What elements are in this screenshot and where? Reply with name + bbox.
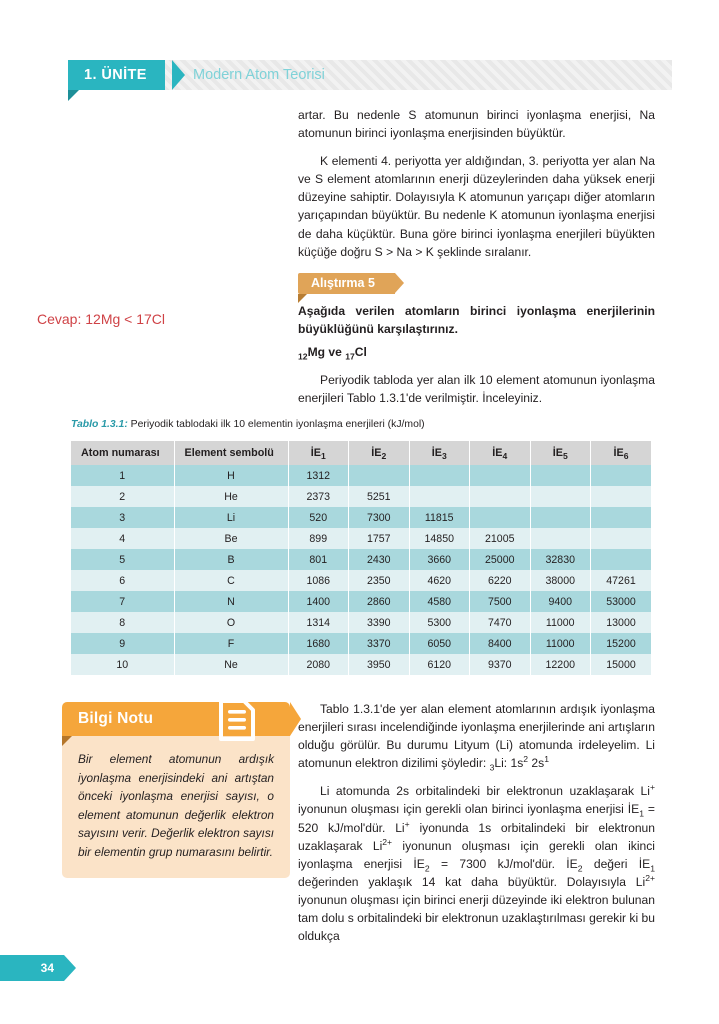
cell-atom-number: 1	[71, 465, 174, 486]
unit-badge-arrow-icon	[172, 60, 185, 90]
cell-ie3: 4620	[409, 570, 470, 591]
exercise-badge-fold-icon	[298, 294, 307, 303]
ionization-energy-table	[71, 441, 651, 675]
cell-ie3: 5300	[409, 612, 470, 633]
table-row	[71, 633, 651, 654]
cell-ie3: 4580	[409, 591, 470, 612]
cell-ie4: 9370	[470, 654, 531, 675]
cell-ie6	[591, 486, 652, 507]
info-note-fold-icon	[62, 736, 72, 746]
cell-ie1: 1312	[288, 465, 349, 486]
cell-ie3	[409, 465, 470, 486]
cell-ie6: 15000	[591, 654, 652, 675]
cell-ie6	[591, 549, 652, 570]
info-note-box	[62, 702, 290, 878]
exercise-atom1-number: 12	[298, 351, 308, 362]
cell-ie4	[470, 465, 531, 486]
cell-ie2: 3370	[349, 633, 410, 654]
unit-badge	[68, 60, 165, 90]
cell-ie6	[591, 507, 652, 528]
table-row	[71, 612, 651, 633]
cell-element-symbol: Ne	[174, 654, 288, 675]
exercise-atom2-symbol: Cl	[354, 345, 367, 359]
info-note-text: Bir element atomunun ardışık iyonlaşma enerjisindeki ani artıştan önceki iyonlaşma enerjisi sayısı, o element atomunun değerlik elektron sayısını verir. Değerlik elektron sayısı bir elementin grup numarasını belirtir.	[62, 736, 290, 878]
cell-atom-number: 4	[71, 528, 174, 549]
column-header-atom-number: Atom numarası	[71, 441, 174, 465]
cell-ie4: 6220	[470, 570, 531, 591]
cell-ie5: 9400	[530, 591, 591, 612]
cell-ie5: 12200	[530, 654, 591, 675]
cell-ie3: 6050	[409, 633, 470, 654]
cell-ie5	[530, 528, 591, 549]
column-header-element-symbol: Element sembolü	[174, 441, 288, 465]
cell-ie2	[349, 465, 410, 486]
table-row	[71, 528, 651, 549]
cell-ie6: 53000	[591, 591, 652, 612]
cell-ie1: 1400	[288, 591, 349, 612]
table-row	[71, 570, 651, 591]
cell-ie4: 21005	[470, 528, 531, 549]
cell-ie5	[530, 486, 591, 507]
page-number-arrow-icon	[64, 955, 76, 981]
cell-ie5	[530, 507, 591, 528]
cell-ie4: 25000	[470, 549, 531, 570]
cell-ie2: 3390	[349, 612, 410, 633]
discussion-paragraph-1: Tablo 1.3.1'de yer alan element atomlarının ardışık iyonlaşma enerjileri sırası incelendiğinde iyonlaşma enerjilerinde ani artışların olduğu görülür. Bu durumu Lityum (Li) atomunda irdeleyelim. Li atomunun elektron dizilimi şöyledir: $_3$Li: $1s^2$ $2s^1$	[298, 702, 655, 773]
cell-ie3: 3660	[409, 549, 470, 570]
cell-ie1: 2373	[288, 486, 349, 507]
page-number: 34	[40, 961, 54, 975]
cell-ie5: 32830	[530, 549, 591, 570]
cell-ie4: 7470	[470, 612, 531, 633]
exercise-atom2-number: 17	[345, 351, 355, 362]
exercise-question: Aşağıda verilen atomların birinci iyonlaşma enerjilerinin büyüklüğünü karşılaştırınız.	[298, 304, 655, 336]
document-icon	[216, 696, 258, 744]
table-row	[71, 507, 651, 528]
cell-atom-number: 8	[71, 612, 174, 633]
cell-element-symbol: B	[174, 549, 288, 570]
intro-text-block	[298, 106, 655, 271]
cell-ie1: 1086	[288, 570, 349, 591]
cell-ie5	[530, 465, 591, 486]
cell-ie1: 520	[288, 507, 349, 528]
table-header-row	[71, 441, 651, 465]
cell-element-symbol: F	[174, 633, 288, 654]
cell-ie5: 11000	[530, 612, 591, 633]
column-header-ie1: $İE_1$	[288, 441, 349, 465]
cell-ie2: 2350	[349, 570, 410, 591]
cell-ie2: 1757	[349, 528, 410, 549]
table-row	[71, 549, 651, 570]
cell-ie3: 6120	[409, 654, 470, 675]
cell-atom-number: 7	[71, 591, 174, 612]
cell-ie2: 2430	[349, 549, 410, 570]
table-body	[71, 465, 651, 675]
column-header-ie6: $İE_6$	[591, 441, 652, 465]
cell-ie1: 2080	[288, 654, 349, 675]
info-note-title: Bilgi Notu	[78, 710, 154, 727]
column-header-ie4: $İE_4$	[470, 441, 531, 465]
cell-ie1: 801	[288, 549, 349, 570]
cell-ie6: 47261	[591, 570, 652, 591]
cell-ie4: 8400	[470, 633, 531, 654]
cell-ie6: 13000	[591, 612, 652, 633]
page-number-bar	[0, 955, 64, 981]
answer-note: Cevap: 12Mg < 17Cl	[37, 311, 166, 327]
cell-atom-number: 3	[71, 507, 174, 528]
cell-element-symbol: H	[174, 465, 288, 486]
cell-atom-number: 5	[71, 549, 174, 570]
cell-ie1: 1314	[288, 612, 349, 633]
cell-ie3: 11815	[409, 507, 470, 528]
table-row	[71, 654, 651, 675]
cell-ie3: 14850	[409, 528, 470, 549]
intro-paragraph-1: artar. Bu nedenle S atomunun birinci iyonlaşma enerjisi, Na atomunun birinci iyonlaşma enerjisinden büyüktür.	[298, 108, 655, 141]
info-note-header	[62, 702, 290, 736]
column-header-ie5: $İE_5$	[530, 441, 591, 465]
column-header-ie3: $İE_3$	[409, 441, 470, 465]
cell-element-symbol: He	[174, 486, 288, 507]
cell-element-symbol: C	[174, 570, 288, 591]
table-caption-text: Periyodik tablodaki ilk 10 elementin iyonlaşma enerjileri (kJ/mol)	[127, 419, 425, 430]
cell-ie6	[591, 528, 652, 549]
discussion-paragraph-2: Li atomunda 2s orbitalindeki bir elektronun uzaklaşarak Li+ iyonunun oluşması için gerekli olan birinci iyonlaşma enerjisi $İE_1 = 520$ kJ/mol'dür. Li+ iyonunda 1s orbitalindeki bir elektronun uzaklaşarak $Li^{2+}$ iyonunun oluşması için gerekli olan ikinci iyonlaşma enerjisi $İE_2 = 7300$ kJ/mol'dür. $İE_2$ değeri $İE_1$ değerinden yaklaşık 14 kat daha büyüktür. Dolayısıyla $Li^{2+}$ iyonunun oluşması için birinci enerji düzeyinde iki elektron bulunan tam dolu s orbitalindeki bir elektronun uzaklaştırılması gerekir ki bu oldukça	[298, 782, 656, 944]
unit-badge-fold-icon	[68, 90, 79, 101]
unit-header-band	[68, 60, 672, 90]
cell-ie6	[591, 465, 652, 486]
exercise-block	[298, 273, 655, 417]
cell-ie2: 5251	[349, 486, 410, 507]
cell-ie4	[470, 486, 531, 507]
cell-element-symbol: Li	[174, 507, 288, 528]
exercise-atom1-symbol: Mg	[307, 345, 326, 359]
cell-atom-number: 6	[71, 570, 174, 591]
cell-ie5: 38000	[530, 570, 591, 591]
unit-title: Modern Atom Teorisi	[193, 67, 325, 83]
exercise-atoms-conjunction: ve	[325, 345, 346, 359]
intro-paragraph-2: K elementi 4. periyotta yer aldığından, 3. periyotta yer alan Na ve S element atomlarının enerji düzeylerinden daha yüksek enerji düzeyine sahiptir. Dolayısıyla K atomunun yarıçapı diğer atomların yarıçapından büyüktür. Bu nedenle K atomunun iyonlaşma enerjisi de daha küçüktür. Buna göre birinci iyonlaşma enerjileri büyükten küçüğe doğru S > Na > K şeklinde sıralanır.	[298, 154, 655, 259]
column-header-ie2: $İE_2$	[349, 441, 410, 465]
table-row	[71, 465, 651, 486]
cell-ie6: 15200	[591, 633, 652, 654]
cell-atom-number: 10	[71, 654, 174, 675]
cell-ie2: 7300	[349, 507, 410, 528]
table-caption	[71, 419, 425, 430]
cell-ie3	[409, 486, 470, 507]
cell-ie5: 11000	[530, 633, 591, 654]
cell-ie1: 1680	[288, 633, 349, 654]
unit-badge-label: 1. ÜNİTE	[84, 67, 147, 83]
discussion-text-block	[298, 700, 655, 955]
table-intro-paragraph: Periyodik tabloda yer alan ilk 10 element atomunun iyonlaşma enerjileri Tablo 1.3.1'de verilmiştir. İnceleyiniz.	[298, 373, 655, 406]
table-row	[71, 486, 651, 507]
cell-ie2: 3950	[349, 654, 410, 675]
cell-ie4	[470, 507, 531, 528]
cell-element-symbol: Be	[174, 528, 288, 549]
exercise-badge	[298, 273, 395, 294]
cell-element-symbol: N	[174, 591, 288, 612]
table-caption-label: Tablo 1.3.1:	[71, 419, 128, 430]
cell-ie4: 7500	[470, 591, 531, 612]
cell-ie1: 899	[288, 528, 349, 549]
cell-atom-number: 9	[71, 633, 174, 654]
table-row	[71, 591, 651, 612]
cell-element-symbol: O	[174, 612, 288, 633]
exercise-atoms	[298, 345, 655, 362]
exercise-badge-label: Alıştırma 5	[311, 276, 375, 290]
cell-atom-number: 2	[71, 486, 174, 507]
cell-ie2: 2860	[349, 591, 410, 612]
